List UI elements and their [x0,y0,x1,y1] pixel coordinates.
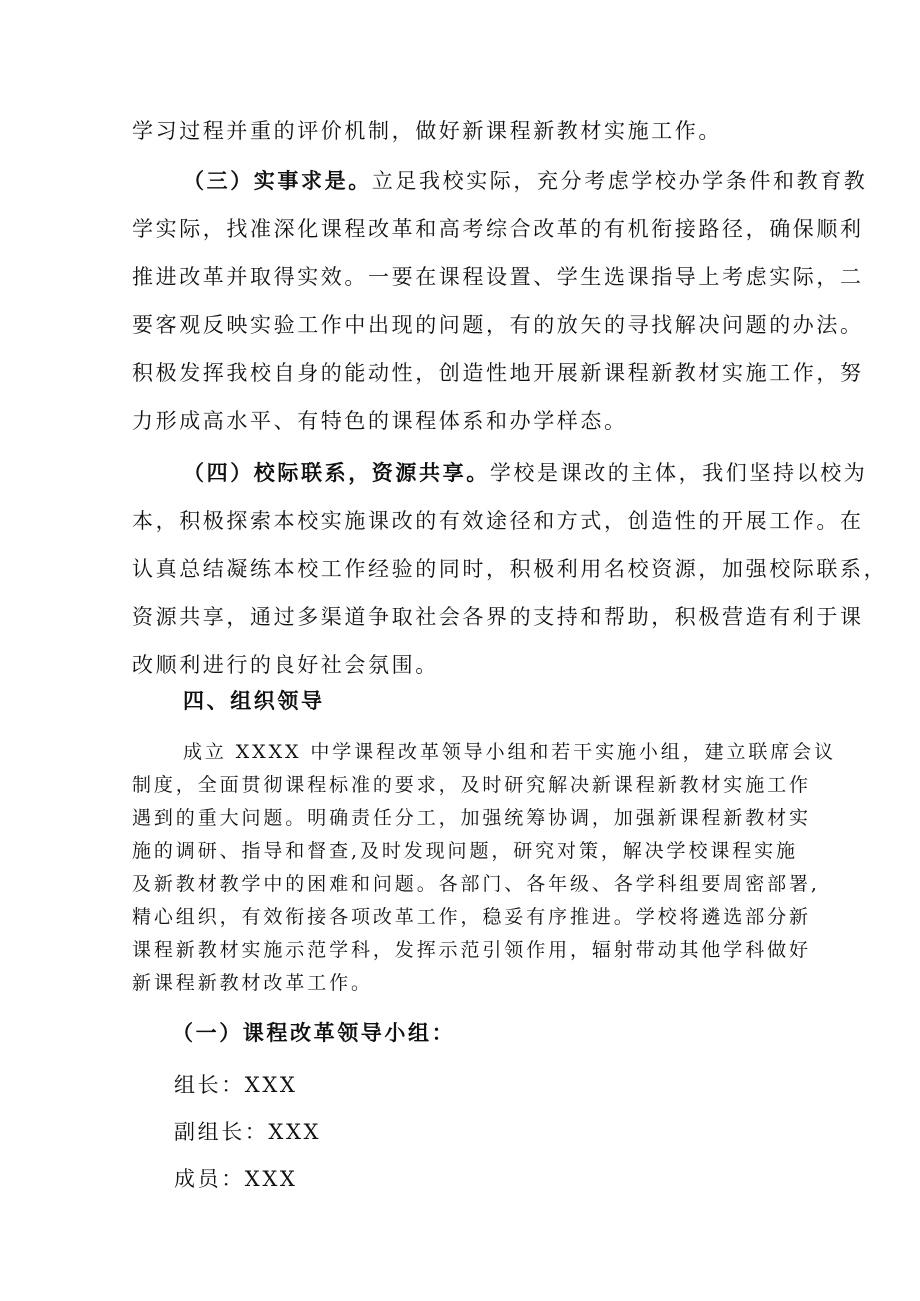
subsection-heading: （一）课程改革领导小组： [172,1020,456,1045]
paragraph-line: 精心组织，有效衔接各项改革工作，稳妥有序推进。学校将遴选部分新 [132,906,811,928]
paragraph-line: 改顺利进行的良好社会氛围。 [132,653,439,677]
paragraph-line: 课程新教材实施示范学科，发挥示范引领作用，辐射带动其他学科做好 [132,939,811,961]
group-leader: 组长：XXX [174,1073,298,1097]
paragraph-line [183,458,867,488]
paragraph-line: 认真总结凝练本校工作经验的同时，积极利用名校资源，加强校际联系， [132,557,888,581]
paragraph-line: 成立 XXXX 中学课程改革领导小组和若干实施小组，建立联席会议 [183,741,836,763]
paragraph-line: 遇到的重大问题。明确责任分工，加强统筹协调，加强新课程新教材实 [132,807,811,829]
paragraph-title: （四）校际联系，资源共享。 [183,460,490,485]
paragraph-text: 学校是课改的主体，我们坚持以校为 [489,461,868,485]
paragraph-line: 本，积极探索本校实施课改的有效途径和方式，创造性的开展工作。在 [132,509,864,533]
group-members: 成员：XXX [174,1167,298,1191]
paragraph-line: 推进改革并取得实效。一要在课程设置、学生选课指导上考虑实际，二 [132,265,864,289]
group-deputy: 副组长：XXX [174,1120,322,1144]
section-heading: 四、组织领导 [183,688,325,713]
paragraph-line: 资源共享，通过多渠道争取社会各界的支持和帮助，积极营造有利于课 [132,605,864,629]
paragraph-line: 及新教材教学中的困难和问题。各部门、各年级、各学科组要周密部署, [132,873,820,895]
paragraph-line [183,166,867,196]
paragraph-title: （三）实事求是。 [183,168,372,193]
paragraph-text: 立足我校实际，充分考虑学校办学条件和教育教 [371,169,868,193]
paragraph-line: 要客观反映实验工作中出现的问题，有的放矢的寻找解决问题的办法。 [132,313,864,337]
paragraph-line: 学实际，找准深化课程改革和高考综合改革的有机衔接路径，确保顺利 [132,217,864,241]
paragraph-line: 施的调研、指导和督查,及时发现问题，研究对策，解决学校课程实施 [132,840,798,862]
paragraph-line: 学习过程并重的评价机制，做好新课程新教材实施工作。 [132,119,722,143]
paragraph-line: 制度，全面贯彻课程标准的要求，及时研究解决新课程新教材实施工作 [132,774,811,796]
paragraph-line: 新课程新教材改革工作。 [132,972,373,994]
paragraph-line: 积极发挥我校自身的能动性，创造性地开展新课程新教材实施工作，努 [132,361,864,385]
paragraph-line: 力形成高水平、有特色的课程体系和办学样态。 [132,409,628,433]
